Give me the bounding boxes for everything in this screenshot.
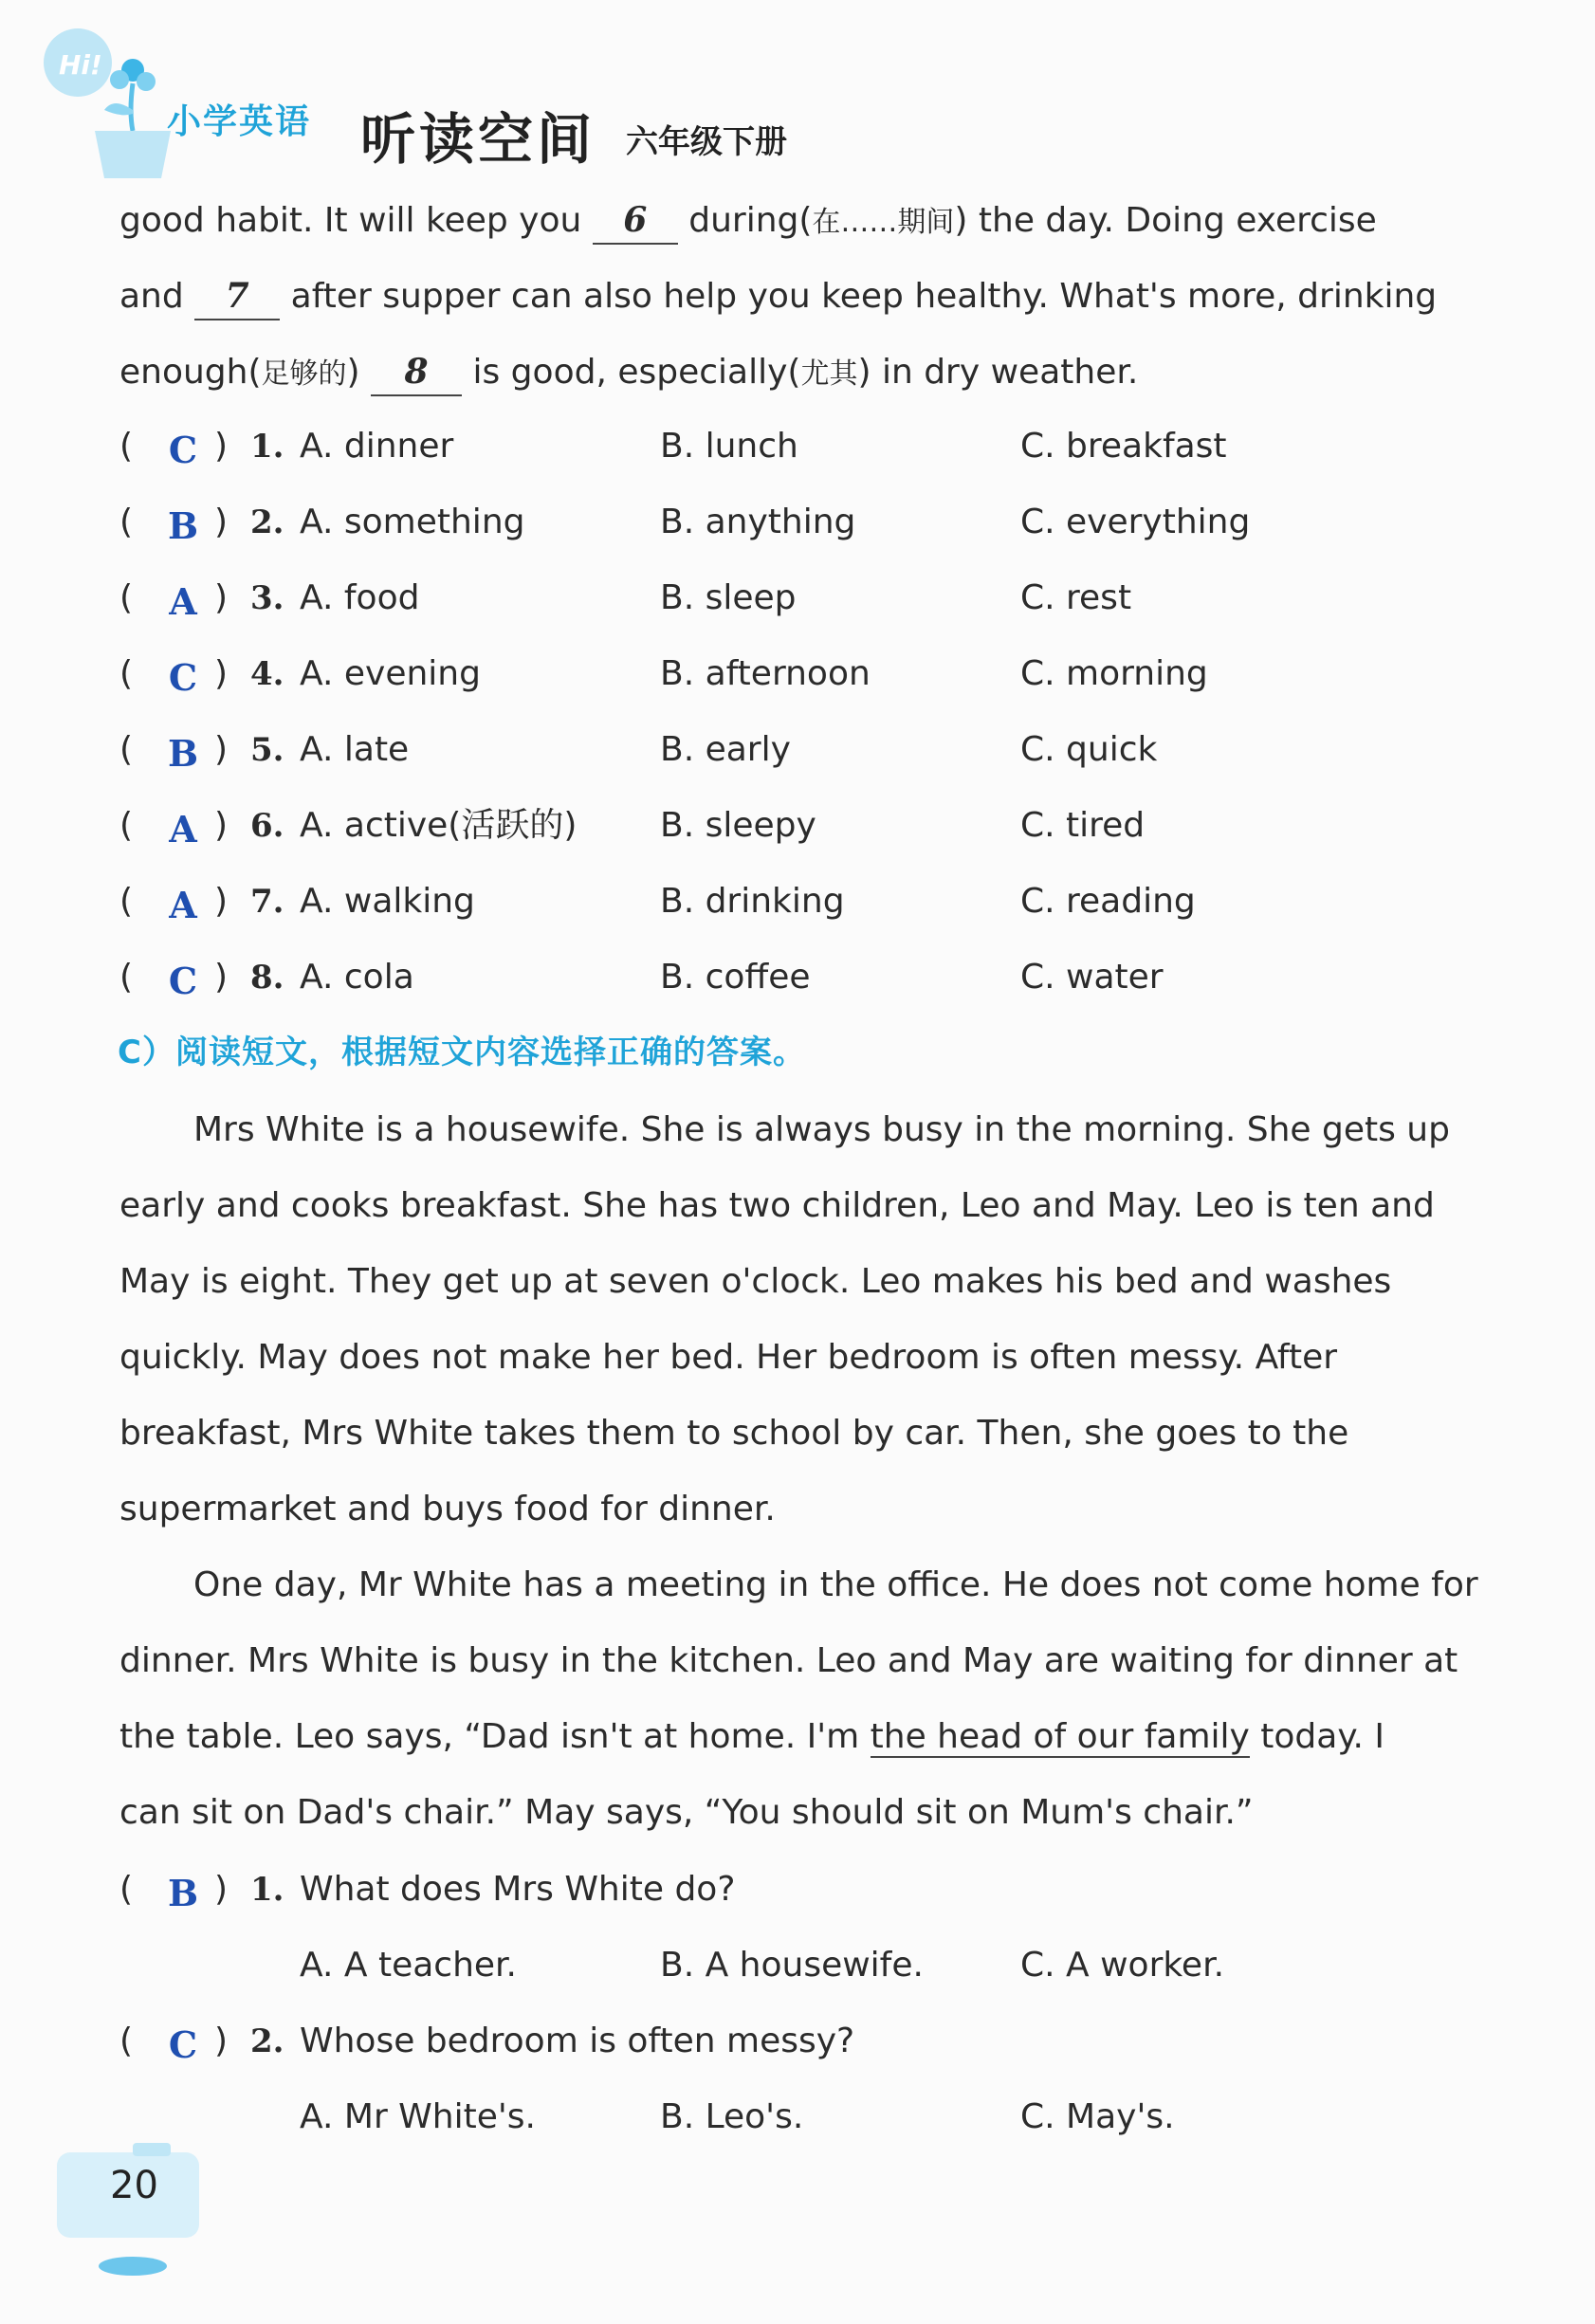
question-row: ( A ) 7. A. walking B. drinking C. reading (119, 878, 1476, 925)
paragraph-line: supermarket and buys food for dinner. (119, 1490, 776, 1528)
option-b: B. afternoon (660, 654, 871, 693)
option-c: C. everything (1020, 503, 1251, 541)
question-stem: What does Mrs White do? (300, 1870, 736, 1909)
paragraph-line: breakfast, Mrs White takes them to school by car. Then, she goes to the (119, 1414, 1349, 1453)
question-row: ( A ) 6. A. active(活跃的) B. sleepy C. tired (119, 802, 1476, 850)
option-c: C. reading (1020, 882, 1196, 921)
question-row: ( C ) 4. A. evening B. afternoon C. morning (119, 650, 1476, 698)
option-c: C. morning (1020, 654, 1208, 693)
blank-7: 7 (194, 273, 280, 320)
option-c: C. breakfast (1020, 427, 1227, 466)
question-stem: Whose bedroom is often messy? (300, 2022, 855, 2060)
option-b: B. sleepy (660, 806, 816, 845)
options-row (119, 1942, 1476, 1989)
question-row: ( B ) 2. A. something B. anything C. everything (119, 499, 1476, 546)
paragraph-line: Mrs White is a housewife. She is always busy in the morning. She gets up (193, 1110, 1450, 1149)
paragraph-line: can sit on Dad's chair.” May says, “You should sit on Mum's chair.” (119, 1793, 1254, 1832)
option-b: B. anything (660, 503, 856, 541)
options-row (119, 2094, 1476, 2141)
question-row: ( A ) 3. A. food B. sleep C. rest (119, 575, 1476, 622)
paragraph-line: One day, Mr White has a meeting in the office. He does not come home for (193, 1565, 1478, 1604)
option-b: B. Leo's. (660, 2097, 804, 2136)
option-c: C. tired (1020, 806, 1146, 845)
option-c: C. quick (1020, 730, 1158, 769)
option-a: A. evening (300, 654, 481, 693)
page-number-decoration-icon (47, 2133, 209, 2295)
passage-line: and 7 after supper can also help you keep healthy. What's more, drinking (119, 273, 1447, 320)
underlined-phrase: the head of our family (870, 1717, 1250, 1756)
option-b: B. A housewife. (660, 1946, 924, 1985)
option-b: B. coffee (660, 958, 811, 997)
option-a: A. Mr White's. (300, 2097, 536, 2136)
paragraph-line: dinner. Mrs White is busy in the kitchen. Leo and May are waiting for dinner at (119, 1641, 1458, 1680)
paragraph-line: quickly. May does not make her bed. Her bedroom is often messy. After (119, 1338, 1338, 1377)
option-b: B. sleep (660, 578, 797, 617)
answer-mark: C (168, 2023, 198, 2066)
paragraph-line: May is eight. They get up at seven o'clock. Leo makes his bed and washes (119, 1262, 1392, 1301)
question-row: ( C ) 1. A. dinner B. lunch C. breakfast (119, 423, 1476, 470)
option-b: B. drinking (660, 882, 845, 921)
answer-mark: A (169, 580, 197, 623)
question-row: ( B ) 1. What does Mrs White do? (119, 1866, 1476, 1913)
paragraph-line: the table. Leo says, “Dad isn't at home. I'm the head of our family today. I (119, 1717, 1385, 1756)
answer-mark: A (169, 808, 197, 851)
option-a: A. dinner (300, 427, 454, 466)
option-c: C. water (1020, 958, 1164, 997)
option-a: A. active(活跃的) (300, 806, 578, 845)
answer-mark: B (167, 732, 199, 775)
option-a: A. A teacher. (300, 1946, 517, 1985)
passage-line: enough(足够的) 8 is good, especially(尤其) in dry weather. (119, 349, 1447, 397)
section-c-heading: C）阅读短文，根据短文内容选择正确的答案。 (118, 1034, 806, 1071)
book-title: 听读空间 (360, 107, 596, 172)
answer-mark: A (169, 884, 197, 926)
option-a: A. walking (300, 882, 475, 921)
blank-6: 6 (593, 197, 678, 245)
option-a: A. something (300, 503, 525, 541)
option-b: B. early (660, 730, 791, 769)
answer-mark: B (167, 1872, 199, 1914)
series-name: 小学英语 (167, 102, 312, 141)
option-b: B. lunch (660, 427, 798, 466)
option-c: C. May's. (1020, 2097, 1175, 2136)
question-row: ( B ) 5. A. late B. early C. quick (119, 726, 1476, 774)
paragraph-line: early and cooks breakfast. She has two children, Leo and May. Leo is ten and (119, 1186, 1435, 1225)
answer-mark: C (168, 656, 198, 699)
question-row: ( C ) 8. A. cola B. coffee C. water (119, 954, 1476, 1001)
option-c: C. A worker. (1020, 1946, 1225, 1985)
option-a: A. cola (300, 958, 414, 997)
blank-8: 8 (371, 349, 462, 396)
question-row: ( C ) 2. Whose bedroom is often messy? (119, 2018, 1476, 2065)
answer-mark: C (168, 960, 198, 1002)
option-a: A. late (300, 730, 410, 769)
answer-mark: C (168, 429, 198, 471)
answer-mark: B (167, 504, 199, 547)
hi-badge-text: Hi! (59, 49, 102, 81)
grade-label: 六年级下册 (626, 123, 787, 161)
page-number: 20 (110, 2164, 158, 2207)
option-c: C. rest (1020, 578, 1132, 617)
passage-line: good habit. It will keep you 6 during(在……期间) the day. Doing exercise (119, 197, 1447, 246)
option-a: A. food (300, 578, 420, 617)
